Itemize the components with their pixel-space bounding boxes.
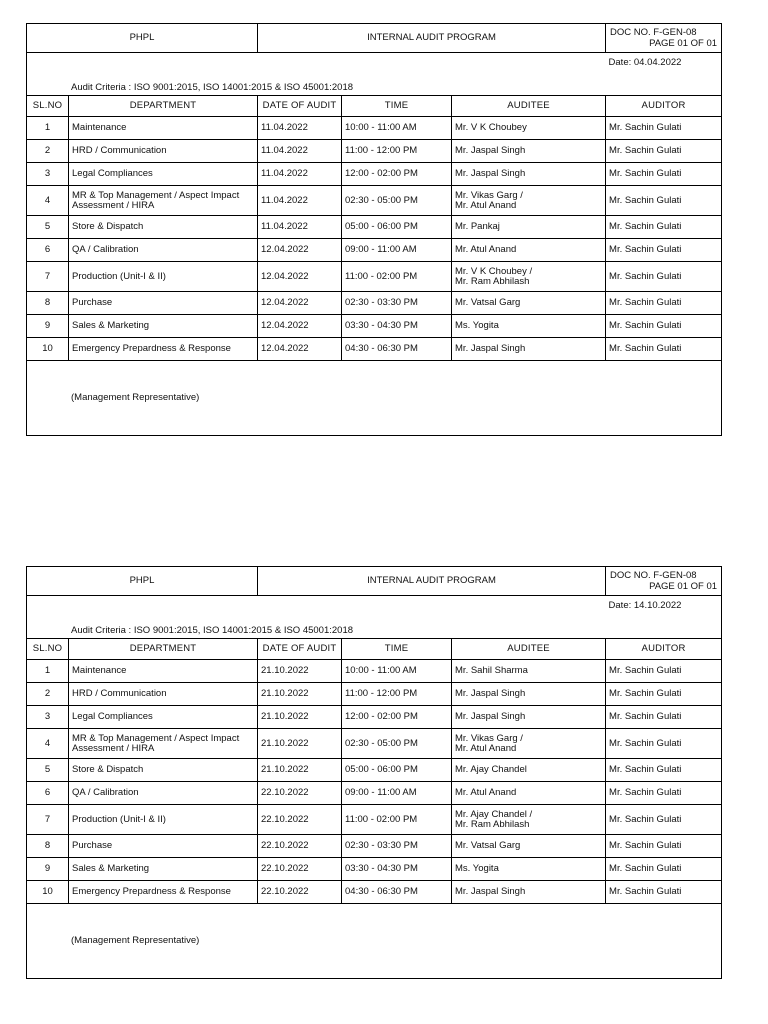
auditor-cell: Mr. Sachin Gulati xyxy=(606,117,722,140)
department-cell xyxy=(69,216,258,239)
auditee-line: Mr. V K Choubey xyxy=(455,122,527,133)
management-representative: (Management Representative) xyxy=(27,904,722,979)
audit-date-cell: 11.04.2022 xyxy=(258,117,342,140)
auditee-line: Mr. Jaspal Singh xyxy=(455,886,526,897)
department-cell xyxy=(69,186,258,216)
auditee-cell xyxy=(452,835,606,858)
auditee-cell xyxy=(452,216,606,239)
time-cell: 12:00 - 02:00 PM xyxy=(342,163,452,186)
col-header-auditee: AUDITEE xyxy=(452,639,606,660)
audit-date-cell: 12.04.2022 xyxy=(258,239,342,262)
audit-table xyxy=(26,23,722,436)
auditee-line: Mr. Vikas Garg / xyxy=(455,732,523,744)
time-cell: 05:00 - 06:00 PM xyxy=(342,216,452,239)
audit-date-cell: 11.04.2022 xyxy=(258,216,342,239)
auditee-cell xyxy=(452,683,606,706)
auditor-cell: Mr. Sachin Gulati xyxy=(606,729,722,759)
auditor-cell: Mr. Sachin Gulati xyxy=(606,163,722,186)
sl-no-cell: 4 xyxy=(27,186,69,216)
auditee-cell xyxy=(452,782,606,805)
auditee-line: Mr. Ajay Chandel / xyxy=(455,808,533,820)
sl-no-cell: 5 xyxy=(27,759,69,782)
department-line: Emergency Prepardness & Response xyxy=(72,343,231,354)
management-representative: (Management Representative) xyxy=(27,361,722,436)
time-cell: 11:00 - 12:00 PM xyxy=(342,683,452,706)
department-line: QA / Calibration xyxy=(72,244,139,255)
department-line: Store & Dispatch xyxy=(72,221,144,232)
table-row xyxy=(27,186,722,216)
auditor-cell: Mr. Sachin Gulati xyxy=(606,338,722,361)
col-header-time: TIME xyxy=(342,639,452,660)
date-row xyxy=(27,53,722,77)
program-title: INTERNAL AUDIT PROGRAM xyxy=(258,24,606,53)
col-header-date: DATE OF AUDIT xyxy=(258,96,342,117)
audit-date-cell: 12.04.2022 xyxy=(258,315,342,338)
auditor-cell: Mr. Sachin Gulati xyxy=(606,660,722,683)
department-cell xyxy=(69,729,258,759)
signature-row xyxy=(27,361,722,436)
department-cell xyxy=(69,315,258,338)
page-count: PAGE 01 OF 01 xyxy=(649,581,718,592)
department-line: Production (Unit-I & II) xyxy=(72,813,166,825)
department-cell xyxy=(69,262,258,292)
criteria-row xyxy=(27,619,722,639)
auditee-cell xyxy=(452,140,606,163)
col-header-department: DEPARTMENT xyxy=(69,639,258,660)
sl-no-cell: 3 xyxy=(27,706,69,729)
table-row xyxy=(27,759,722,782)
table-row xyxy=(27,315,722,338)
audit-program-form xyxy=(26,23,721,436)
table-row xyxy=(27,163,722,186)
audit-date-cell: 21.10.2022 xyxy=(258,729,342,759)
sl-no-cell: 8 xyxy=(27,835,69,858)
department-line: HRD / Communication xyxy=(72,688,167,699)
department-cell xyxy=(69,683,258,706)
auditee-line: Mr. Sahil Sharma xyxy=(455,665,528,676)
auditor-cell: Mr. Sachin Gulati xyxy=(606,292,722,315)
auditee-line: Mr. Jaspal Singh xyxy=(455,145,526,156)
department-cell xyxy=(69,858,258,881)
time-cell: 10:00 - 11:00 AM xyxy=(342,660,452,683)
audit-date-cell: 22.10.2022 xyxy=(258,858,342,881)
sl-no-cell: 7 xyxy=(27,805,69,835)
auditee-line: Mr. Jaspal Singh xyxy=(455,711,526,722)
time-cell: 02:30 - 05:00 PM xyxy=(342,729,452,759)
time-cell: 02:30 - 03:30 PM xyxy=(342,292,452,315)
sl-no-cell: 2 xyxy=(27,140,69,163)
audit-date-cell: 21.10.2022 xyxy=(258,759,342,782)
sl-no-cell: 2 xyxy=(27,683,69,706)
doc-no-text: DOC NO. F-GEN-08 xyxy=(610,27,697,38)
company-name: PHPL xyxy=(27,567,258,596)
table-row xyxy=(27,858,722,881)
department-cell xyxy=(69,117,258,140)
auditee-line: Mr. Jaspal Singh xyxy=(455,168,526,179)
auditor-cell: Mr. Sachin Gulati xyxy=(606,706,722,729)
auditee-cell xyxy=(452,805,606,835)
department-line: MR & Top Management / Aspect Impact xyxy=(72,732,240,744)
time-cell: 03:30 - 04:30 PM xyxy=(342,858,452,881)
auditee-cell xyxy=(452,292,606,315)
department-line: Sales & Marketing xyxy=(72,863,150,874)
time-cell: 09:00 - 11:00 AM xyxy=(342,239,452,262)
auditor-cell: Mr. Sachin Gulati xyxy=(606,782,722,805)
auditee-cell xyxy=(452,706,606,729)
col-header-slno: SL.NO xyxy=(27,639,69,660)
table-row xyxy=(27,338,722,361)
col-header-date: DATE OF AUDIT xyxy=(258,639,342,660)
time-cell: 10:00 - 11:00 AM xyxy=(342,117,452,140)
audit-date-cell: 11.04.2022 xyxy=(258,163,342,186)
sl-no-cell: 6 xyxy=(27,782,69,805)
auditee-cell xyxy=(452,239,606,262)
auditee-cell xyxy=(452,117,606,140)
department-cell xyxy=(69,782,258,805)
sl-no-cell: 1 xyxy=(27,117,69,140)
auditee-cell xyxy=(452,163,606,186)
col-header-auditee: AUDITEE xyxy=(452,96,606,117)
audit-criteria: Audit Criteria : ISO 9001:2015, ISO 14001:2015 & ISO 45001:2018 xyxy=(27,76,722,96)
col-header-slno: SL.NO xyxy=(27,96,69,117)
audit-table xyxy=(26,566,722,979)
auditor-cell: Mr. Sachin Gulati xyxy=(606,759,722,782)
department-cell xyxy=(69,805,258,835)
department-line: MR & Top Management / Aspect Impact xyxy=(72,189,240,201)
department-line: QA / Calibration xyxy=(72,787,139,798)
time-cell: 09:00 - 11:00 AM xyxy=(342,782,452,805)
auditee-line: Mr. Jaspal Singh xyxy=(455,343,526,354)
department-cell xyxy=(69,163,258,186)
form-header-row xyxy=(27,567,722,596)
time-cell: 04:30 - 06:30 PM xyxy=(342,338,452,361)
auditee-line: Mr. Atul Anand xyxy=(455,244,517,255)
table-row xyxy=(27,729,722,759)
table-row xyxy=(27,216,722,239)
department-cell xyxy=(69,881,258,904)
audit-program-form xyxy=(26,566,721,979)
auditor-cell: Mr. Sachin Gulati xyxy=(606,683,722,706)
auditee-cell xyxy=(452,881,606,904)
department-line: Legal Compliances xyxy=(72,168,153,179)
auditee-line: Mr. Vikas Garg / xyxy=(455,189,523,201)
department-cell xyxy=(69,660,258,683)
audit-date-cell: 21.10.2022 xyxy=(258,660,342,683)
doc-no-text: DOC NO. F-GEN-08 xyxy=(610,570,697,581)
department-line: Sales & Marketing xyxy=(72,320,150,331)
auditee-cell xyxy=(452,186,606,216)
auditor-cell: Mr. Sachin Gulati xyxy=(606,858,722,881)
column-header-row xyxy=(27,96,722,117)
department-line: Store & Dispatch xyxy=(72,764,144,775)
col-header-auditor: AUDITOR xyxy=(606,639,722,660)
auditee-line: Mr. Jaspal Singh xyxy=(455,688,526,699)
table-row xyxy=(27,782,722,805)
auditor-cell: Mr. Sachin Gulati xyxy=(606,315,722,338)
department-cell xyxy=(69,835,258,858)
auditee-line: Mr. Pankaj xyxy=(455,221,500,232)
audit-date-cell: 12.04.2022 xyxy=(258,292,342,315)
department-line: Assessment / HIRA xyxy=(72,742,155,754)
col-header-time: TIME xyxy=(342,96,452,117)
company-name: PHPL xyxy=(27,24,258,53)
doc-number xyxy=(606,567,722,596)
department-line: Purchase xyxy=(72,840,113,851)
table-row xyxy=(27,117,722,140)
auditee-line: Ms. Yogita xyxy=(455,863,499,874)
time-cell: 04:30 - 06:30 PM xyxy=(342,881,452,904)
auditee-line: Mr. Ajay Chandel xyxy=(455,764,527,775)
audit-date-cell: 22.10.2022 xyxy=(258,805,342,835)
department-line: Emergency Prepardness & Response xyxy=(72,886,231,897)
department-cell xyxy=(69,239,258,262)
department-line: Assessment / HIRA xyxy=(72,199,155,211)
sl-no-cell: 6 xyxy=(27,239,69,262)
issue-date: Date: 04.04.2022 xyxy=(606,53,722,77)
auditee-cell xyxy=(452,729,606,759)
audit-date-cell: 11.04.2022 xyxy=(258,186,342,216)
table-row xyxy=(27,292,722,315)
auditor-cell: Mr. Sachin Gulati xyxy=(606,262,722,292)
program-title: INTERNAL AUDIT PROGRAM xyxy=(258,567,606,596)
issue-date: Date: 14.10.2022 xyxy=(606,596,722,620)
department-cell xyxy=(69,140,258,163)
time-cell: 11:00 - 12:00 PM xyxy=(342,140,452,163)
signature-row xyxy=(27,904,722,979)
auditor-cell: Mr. Sachin Gulati xyxy=(606,805,722,835)
department-line: Production (Unit-I & II) xyxy=(72,270,166,282)
time-cell: 11:00 - 02:00 PM xyxy=(342,805,452,835)
table-row xyxy=(27,683,722,706)
audit-date-cell: 21.10.2022 xyxy=(258,706,342,729)
sl-no-cell: 3 xyxy=(27,163,69,186)
auditee-cell xyxy=(452,858,606,881)
auditee-line: Mr. Ram Abhilash xyxy=(455,818,530,830)
time-cell: 02:30 - 05:00 PM xyxy=(342,186,452,216)
department-line: Maintenance xyxy=(72,665,127,676)
auditee-cell xyxy=(452,262,606,292)
table-row xyxy=(27,706,722,729)
auditee-cell xyxy=(452,315,606,338)
audit-criteria: Audit Criteria : ISO 9001:2015, ISO 14001:2015 & ISO 45001:2018 xyxy=(27,619,722,639)
auditee-cell xyxy=(452,338,606,361)
table-row xyxy=(27,805,722,835)
audit-date-cell: 12.04.2022 xyxy=(258,338,342,361)
sl-no-cell: 10 xyxy=(27,338,69,361)
column-header-row xyxy=(27,639,722,660)
table-row xyxy=(27,835,722,858)
department-cell xyxy=(69,338,258,361)
department-cell xyxy=(69,759,258,782)
auditee-line: Mr. Vatsal Garg xyxy=(455,297,521,308)
auditee-line: Mr. V K Choubey / xyxy=(455,265,533,277)
department-line: HRD / Communication xyxy=(72,145,167,156)
audit-date-cell: 22.10.2022 xyxy=(258,881,342,904)
page-count: PAGE 01 OF 01 xyxy=(649,38,718,49)
auditee-line: Mr. Atul Anand xyxy=(455,199,517,211)
auditor-cell: Mr. Sachin Gulati xyxy=(606,835,722,858)
form-header-row xyxy=(27,24,722,53)
auditor-cell: Mr. Sachin Gulati xyxy=(606,186,722,216)
auditee-line: Mr. Atul Anand xyxy=(455,787,517,798)
col-header-auditor: AUDITOR xyxy=(606,96,722,117)
auditor-cell: Mr. Sachin Gulati xyxy=(606,881,722,904)
sl-no-cell: 1 xyxy=(27,660,69,683)
auditor-cell: Mr. Sachin Gulati xyxy=(606,140,722,163)
audit-date-cell: 12.04.2022 xyxy=(258,262,342,292)
table-row xyxy=(27,881,722,904)
time-cell: 11:00 - 02:00 PM xyxy=(342,262,452,292)
auditee-cell xyxy=(452,660,606,683)
auditee-line: Mr. Vatsal Garg xyxy=(455,840,521,851)
auditor-cell: Mr. Sachin Gulati xyxy=(606,239,722,262)
audit-date-cell: 22.10.2022 xyxy=(258,835,342,858)
sl-no-cell: 5 xyxy=(27,216,69,239)
sl-no-cell: 9 xyxy=(27,315,69,338)
table-row xyxy=(27,239,722,262)
department-cell xyxy=(69,292,258,315)
time-cell: 02:30 - 03:30 PM xyxy=(342,835,452,858)
auditee-line: Ms. Yogita xyxy=(455,320,499,331)
audit-date-cell: 11.04.2022 xyxy=(258,140,342,163)
audit-date-cell: 22.10.2022 xyxy=(258,782,342,805)
doc-number xyxy=(606,24,722,53)
criteria-row xyxy=(27,76,722,96)
department-line: Legal Compliances xyxy=(72,711,153,722)
time-cell: 03:30 - 04:30 PM xyxy=(342,315,452,338)
sl-no-cell: 8 xyxy=(27,292,69,315)
department-line: Maintenance xyxy=(72,122,127,133)
auditee-line: Mr. Ram Abhilash xyxy=(455,275,530,287)
date-row xyxy=(27,596,722,620)
table-row xyxy=(27,660,722,683)
department-line: Purchase xyxy=(72,297,113,308)
time-cell: 12:00 - 02:00 PM xyxy=(342,706,452,729)
audit-date-cell: 21.10.2022 xyxy=(258,683,342,706)
sl-no-cell: 4 xyxy=(27,729,69,759)
auditee-cell xyxy=(452,759,606,782)
department-cell xyxy=(69,706,258,729)
sl-no-cell: 7 xyxy=(27,262,69,292)
auditor-cell: Mr. Sachin Gulati xyxy=(606,216,722,239)
table-row xyxy=(27,140,722,163)
sl-no-cell: 9 xyxy=(27,858,69,881)
time-cell: 05:00 - 06:00 PM xyxy=(342,759,452,782)
auditee-line: Mr. Atul Anand xyxy=(455,742,517,754)
sl-no-cell: 10 xyxy=(27,881,69,904)
table-row xyxy=(27,262,722,292)
col-header-department: DEPARTMENT xyxy=(69,96,258,117)
